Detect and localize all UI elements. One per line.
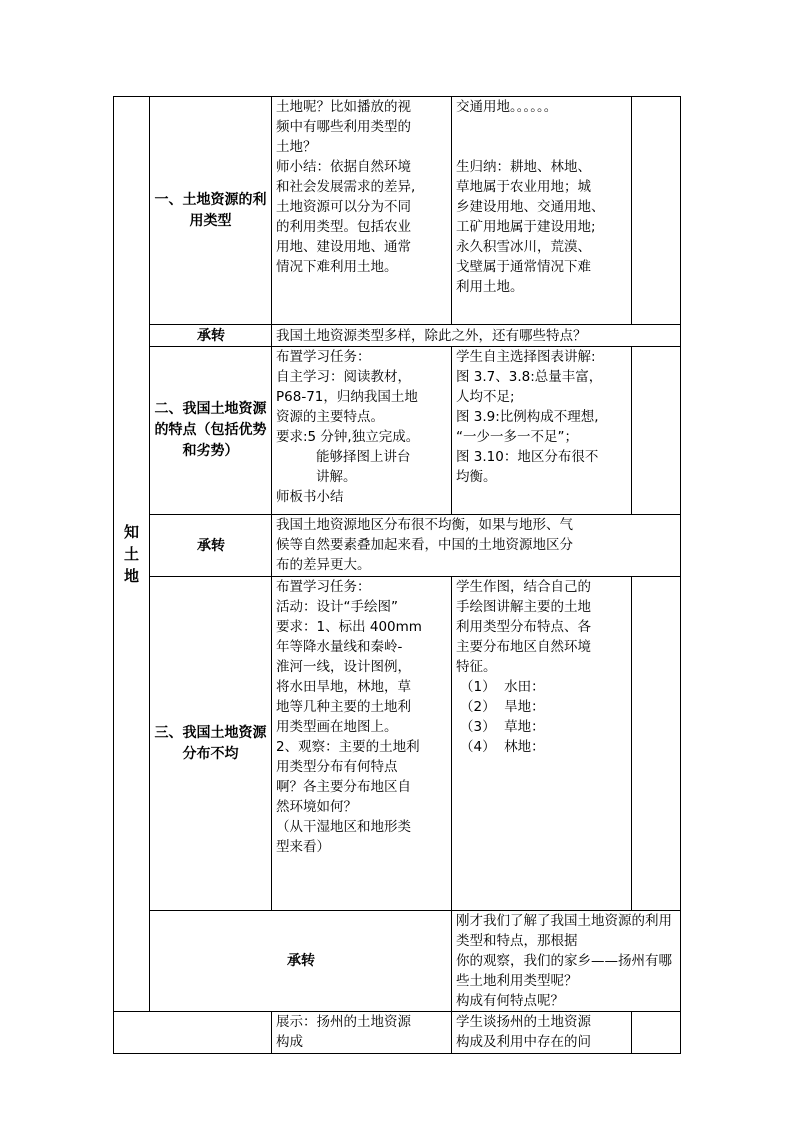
teacher-line: 布置学习任务： xyxy=(276,349,371,365)
student-line: 草地属于农业用地；城 xyxy=(456,179,591,195)
transition-line: 你的观察，我们的家乡——扬州有哪些土地利用类型呢？ xyxy=(456,953,672,989)
row-transition-3 xyxy=(114,911,681,1012)
student-list-item: （1） 水田： xyxy=(460,679,545,695)
teacher-line: 土地呢？比如播放的视 xyxy=(276,99,411,115)
teacher-line: 自主学习：阅读教材， xyxy=(276,369,411,385)
teacher-line: 展示：扬州的土地资源 xyxy=(276,1014,411,1030)
teacher-line: 型来看） xyxy=(276,839,330,855)
teacher-line: 讲解。 xyxy=(316,469,357,485)
teacher-line: 2、观察：主要的土地利 xyxy=(276,739,420,755)
student-list-item: （3） 草地： xyxy=(460,719,545,735)
side-label: 知土地 xyxy=(123,523,139,585)
teacher-line: 要求:5 分钟,独立完成。 xyxy=(276,429,420,445)
side-label-cell xyxy=(114,97,150,1012)
row-transition-1 xyxy=(114,325,681,347)
student-line: “一少一多一不足”； xyxy=(456,429,578,445)
notes-cell-1 xyxy=(632,97,681,325)
teacher-activity-1 xyxy=(272,97,452,325)
teacher-line: 用地、建设用地、通常 xyxy=(276,239,411,255)
teacher-line: 啊？各主要分布地区自 xyxy=(276,779,411,795)
section-title-1: 一、土地资源的利用类型 xyxy=(150,97,272,325)
section-title-3: 三、我国土地资源分布不均 xyxy=(150,577,272,911)
student-line: 利用类型分布特点、各 xyxy=(456,619,591,635)
teacher-line: 用类型画在地图上。 xyxy=(276,719,398,735)
transition-label-3: 承转 xyxy=(150,911,452,1012)
transition-line: 构成有何特点呢？ xyxy=(456,993,564,1009)
transition-text-1: 我国土地资源类型多样，除此之外，还有哪些特点？ xyxy=(272,325,681,347)
student-line: 图 3.10：地区分布很不 xyxy=(456,449,599,465)
transition-line: 布的差异更大。 xyxy=(276,557,371,573)
teacher-activity-4 xyxy=(272,1012,452,1054)
student-line: 构成及利用中存在的问 xyxy=(456,1034,591,1050)
notes-cell-3 xyxy=(632,577,681,911)
notes-cell-4 xyxy=(632,1012,681,1054)
student-activity-3 xyxy=(452,577,632,911)
teacher-line: 土地资源可以分为不同 xyxy=(276,199,411,215)
student-line: 永久积雪冰川，荒漠、 xyxy=(456,239,591,255)
transition-text-2 xyxy=(272,515,681,577)
student-list-item: （2） 旱地： xyxy=(460,699,545,715)
row-yangzhou xyxy=(114,1012,681,1054)
teacher-line: P68-71，归纳我国土地 xyxy=(276,389,418,405)
student-line: 生归纳：耕地、林地、 xyxy=(456,159,591,175)
teacher-line: 师板书小结 xyxy=(276,489,344,505)
transition-text-3 xyxy=(452,911,681,1012)
student-line: 戈壁属于通常情况下难 xyxy=(456,259,591,275)
student-activity-4 xyxy=(452,1012,632,1054)
teacher-activity-2 xyxy=(272,347,452,515)
teacher-line: 土地？ xyxy=(276,139,317,155)
section-title-4 xyxy=(114,1012,272,1054)
lesson-plan-table xyxy=(113,96,681,1054)
teacher-line: 情况下难利用土地。 xyxy=(276,259,398,275)
row-land-use-types xyxy=(114,97,681,325)
teacher-activity-3 xyxy=(272,577,452,911)
transition-label-1: 承转 xyxy=(150,325,272,347)
teacher-line: 要求：1、标出 400mm xyxy=(276,619,422,635)
teacher-line: 将水田旱地，林地，草 xyxy=(276,679,411,695)
student-line: 学生自主选择图表讲解: xyxy=(456,349,596,365)
teacher-line: 的利用类型。包括农业 xyxy=(276,219,411,235)
teacher-line: 布置学习任务： xyxy=(276,579,371,595)
student-activity-2 xyxy=(452,347,632,515)
teacher-line: 年等降水量线和秦岭- xyxy=(276,639,403,655)
student-line: 手绘图讲解主要的土地 xyxy=(456,599,591,615)
student-line: 人均不足; xyxy=(456,389,515,405)
teacher-line: 频中有哪些利用类型的 xyxy=(276,119,411,135)
row-land-distribution xyxy=(114,577,681,911)
teacher-line: 地等几种主要的土地利 xyxy=(276,699,411,715)
notes-cell-2 xyxy=(632,347,681,515)
transition-label-2: 承转 xyxy=(150,515,272,577)
student-line: 工矿用地属于建设用地; xyxy=(456,219,596,235)
teacher-line: 资源的主要特点。 xyxy=(276,409,384,425)
teacher-line: 和社会发展需求的差异, xyxy=(276,179,416,195)
row-land-features xyxy=(114,347,681,515)
teacher-line: 然环境如何？ xyxy=(276,799,357,815)
student-line: 利用土地。 xyxy=(456,279,524,295)
student-line: 主要分布地区自然环境 xyxy=(456,639,591,655)
teacher-line: 师小结：依据自然环境 xyxy=(276,159,411,175)
student-line: 图 3.7、3.8:总量丰富， xyxy=(456,369,603,385)
student-line: 均衡。 xyxy=(456,469,497,485)
student-line: 特征。 xyxy=(456,659,497,675)
teacher-line: 用类型分布有何特点 xyxy=(276,759,398,775)
student-line: 乡建设用地、交通用地、 xyxy=(456,199,605,215)
teacher-line: 构成 xyxy=(276,1034,303,1050)
teacher-line: 淮河一线，设计图例， xyxy=(276,659,411,675)
student-line: 交通用地。。。。。。 xyxy=(456,99,558,115)
transition-line: 候等自然要素叠加起来看，中国的土地资源地区分 xyxy=(276,537,573,553)
transition-line: 刚才我们了解了我国土地资源的利用类型和特点，那根据 xyxy=(456,913,672,949)
student-line: 学生谈扬州的土地资源 xyxy=(456,1014,591,1030)
section-title-2: 二、我国土地资源的特点（包括优势和劣势） xyxy=(150,347,272,515)
teacher-line: 能够择图上讲台 xyxy=(316,449,411,465)
transition-line: 我国土地资源地区分布很不均衡，如果与地形、气 xyxy=(276,517,573,533)
row-transition-2 xyxy=(114,515,681,577)
student-line: 图 3.9:比例构成不理想, xyxy=(456,409,599,425)
student-list-item: （4） 林地： xyxy=(460,739,545,755)
student-activity-1 xyxy=(452,97,632,325)
teacher-line: 活动：设计“手绘图” xyxy=(276,599,398,615)
student-line: 学生作图，结合自己的 xyxy=(456,579,591,595)
teacher-line: （从干湿地区和地形类 xyxy=(276,819,411,835)
